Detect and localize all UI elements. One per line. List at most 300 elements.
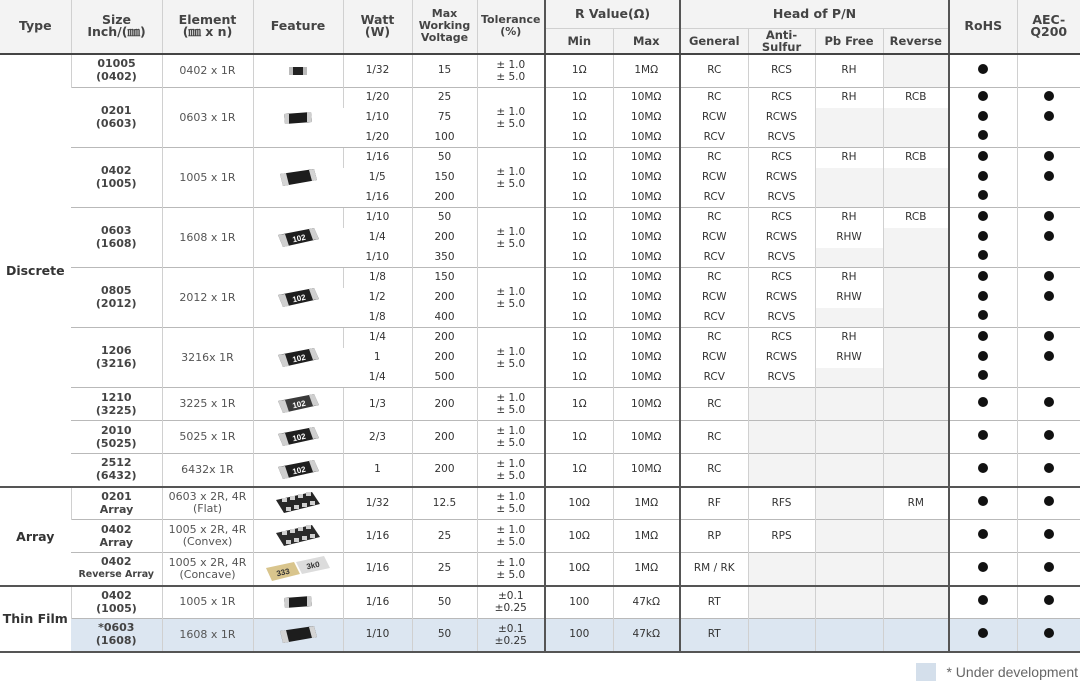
general-cell-value: RT	[707, 628, 721, 641]
anti-sulfur-cell	[748, 328, 815, 348]
spec-row	[0, 487, 1080, 520]
rmin-cell-value: 1Ω	[571, 331, 587, 344]
size-code: 2010	[100, 423, 132, 437]
compliant-dot-icon	[1044, 529, 1054, 539]
rmax-cell-value: 10MΩ	[631, 351, 662, 363]
rmin-cell-value: 1Ω	[571, 151, 587, 164]
general-cell	[680, 520, 748, 553]
cell-line: ±0.25	[494, 634, 527, 647]
general-cell-value: RP	[707, 529, 722, 542]
pb-free-cell	[815, 421, 883, 454]
voltage-cell	[412, 421, 477, 454]
general-cell	[680, 421, 748, 454]
pb-free-cell	[815, 168, 883, 188]
rohs-cell	[949, 454, 1017, 487]
rmin-cell-value: 1Ω	[571, 250, 587, 263]
cell-line: ± 5.0	[496, 117, 526, 130]
watt-cell-value: 1/4	[368, 231, 386, 243]
general-cell	[680, 108, 748, 128]
watt-cell-value: 1/4	[368, 370, 386, 383]
voltage-cell-value: 200	[434, 463, 455, 476]
anti-sulfur-cell	[748, 348, 815, 368]
rmax-cell-value: 10MΩ	[631, 231, 662, 243]
tolerance-cell	[477, 586, 545, 619]
watt-cell	[343, 553, 412, 586]
compliant-dot-icon	[1044, 151, 1054, 161]
voltage-cell-value: 200	[434, 397, 455, 410]
rmin-cell	[545, 586, 613, 619]
general-cell-value: RCW	[702, 171, 727, 183]
reverse-cell	[883, 248, 949, 268]
voltage-cell	[412, 308, 477, 328]
pb-free-cell	[815, 487, 883, 520]
feature-cell	[253, 388, 343, 421]
size-sub: (0402)	[96, 70, 137, 84]
cell-line: ± 1.0	[496, 556, 526, 569]
cell-line: 5025 x 1R	[179, 430, 236, 443]
rmax-cell-value: 1MΩ	[634, 64, 659, 77]
rmax-cell	[613, 108, 680, 128]
pb-free-cell	[815, 520, 883, 553]
cell-line: ±0.25	[494, 602, 527, 615]
size-cell	[71, 421, 162, 454]
rmin-cell-value: 10Ω	[568, 496, 590, 509]
voltage-cell	[412, 288, 477, 308]
compliant-dot-icon	[1044, 331, 1054, 341]
spec-row	[0, 208, 1080, 228]
compliant-dot-icon	[978, 331, 988, 341]
compliant-dot-icon	[978, 250, 988, 260]
spec-row	[0, 553, 1080, 586]
watt-cell	[343, 348, 412, 368]
pb-free-cell	[815, 348, 883, 368]
general-cell-value: RC	[707, 331, 722, 344]
rmin-cell	[545, 168, 613, 188]
rohs-cell	[949, 208, 1017, 228]
aec-cell	[1017, 520, 1080, 553]
voltage-cell-value: 150	[434, 271, 455, 284]
watt-cell-value: 2/3	[369, 430, 386, 443]
size-sub: (6432)	[95, 469, 137, 483]
watt-cell	[343, 248, 412, 268]
cell-line: (Convex)	[182, 535, 233, 548]
cell-line: 6432x 1R	[181, 462, 234, 476]
anti-sulfur-cell-value: RCS	[771, 271, 792, 284]
spec-row	[0, 388, 1080, 421]
spec-row	[0, 619, 1080, 652]
cell-line: ± 1.0	[496, 165, 526, 178]
rmin-cell-value: 1Ω	[571, 397, 587, 410]
voltage-cell-value: 50	[437, 595, 452, 608]
compliant-dot-icon	[1044, 397, 1054, 407]
rohs-cell	[949, 228, 1017, 248]
reverse-cell	[883, 308, 949, 328]
voltage-cell	[412, 148, 477, 168]
cell-line: ± 5.0	[496, 404, 526, 416]
rohs-cell	[949, 148, 1017, 168]
anti-sulfur-cell	[748, 619, 815, 652]
general-cell	[680, 454, 748, 487]
resistor-chip-image	[286, 64, 310, 78]
pb-free-cell	[815, 454, 883, 487]
rmax-cell	[613, 553, 680, 586]
spec-row	[0, 520, 1080, 553]
general-cell-value: RC	[707, 151, 722, 164]
rmin-cell-value: 1Ω	[571, 64, 587, 77]
cell-line: ± 1.0	[496, 105, 526, 118]
reverse-cell-value: RCB	[905, 91, 927, 104]
pb-free-cell	[815, 188, 883, 208]
rmin-cell-value: 100	[569, 628, 590, 641]
rmin-cell-value: 1Ω	[571, 271, 587, 284]
general-cell	[680, 619, 748, 652]
watt-cell	[343, 520, 412, 553]
size-sub: (1005)	[95, 177, 137, 190]
resistor-chip-image	[281, 593, 315, 611]
compliant-dot-icon	[978, 171, 988, 181]
aec-cell	[1017, 454, 1080, 487]
size-sub: (5025)	[95, 436, 137, 450]
element-cell	[162, 54, 253, 88]
voltage-cell-value: 12.5	[432, 496, 457, 509]
general-cell-value: RC	[707, 463, 722, 476]
cell-line: ± 1.0	[496, 524, 526, 536]
compliant-dot-icon	[978, 397, 988, 407]
aec-cell	[1017, 188, 1080, 208]
anti-sulfur-cell	[748, 108, 815, 128]
size-code: 0402	[100, 164, 132, 177]
feature-cell	[253, 208, 343, 268]
rmin-cell	[545, 520, 613, 553]
general-cell-value: RC	[707, 430, 722, 443]
anti-sulfur-cell	[748, 388, 815, 421]
rmax-cell	[613, 619, 680, 652]
cell-line: (Concave)	[179, 567, 236, 581]
watt-cell-value: 1/16	[365, 529, 390, 542]
legend	[916, 663, 1078, 681]
rohs-cell	[949, 248, 1017, 268]
reverse-cell	[883, 188, 949, 208]
rmax-cell-value: 10MΩ	[631, 331, 662, 344]
compliant-dot-icon	[1044, 595, 1054, 605]
rmax-cell-value: 10MΩ	[631, 151, 662, 164]
voltage-cell	[412, 168, 477, 188]
header-rmax: Max	[613, 28, 680, 54]
element-cell	[162, 553, 253, 586]
anti-sulfur-cell	[748, 168, 815, 188]
aec-cell	[1017, 128, 1080, 148]
general-cell	[680, 148, 748, 168]
resistor-chip-image	[272, 488, 324, 518]
cell-line: ± 5.0	[496, 437, 526, 449]
rmin-cell-value: 1Ω	[571, 91, 587, 104]
anti-sulfur-cell	[748, 487, 815, 520]
rmin-cell-value: 1Ω	[571, 463, 587, 476]
compliant-dot-icon	[978, 595, 988, 605]
anti-sulfur-cell-value: RCWS	[765, 111, 798, 123]
reverse-cell	[883, 368, 949, 388]
compliant-dot-icon	[1044, 91, 1054, 101]
pb-free-cell	[815, 328, 883, 348]
voltage-cell	[412, 88, 477, 108]
rmax-cell	[613, 520, 680, 553]
rohs-cell	[949, 368, 1017, 388]
general-cell-value: RCV	[703, 370, 725, 383]
watt-cell-value: 1/16	[365, 595, 390, 608]
resistor-chip-image	[274, 345, 322, 371]
compliant-dot-icon	[1044, 430, 1054, 440]
rmin-cell	[545, 348, 613, 368]
spec-row	[0, 88, 1080, 108]
spec-row	[0, 328, 1080, 348]
reverse-cell	[883, 168, 949, 188]
voltage-cell-value: 15	[437, 64, 452, 77]
rmin-cell	[545, 619, 613, 652]
cell-line: 1005 x 2R, 4R	[168, 523, 247, 536]
header-watt: Watt (W)	[343, 0, 412, 54]
cell-line: ± 1.0	[496, 491, 526, 504]
element-cell	[162, 268, 253, 328]
aec-cell	[1017, 348, 1080, 368]
pb-free-cell-value: RH	[841, 331, 857, 344]
voltage-cell-value: 75	[437, 111, 452, 123]
rohs-cell	[949, 168, 1017, 188]
compliant-dot-icon	[978, 351, 988, 361]
anti-sulfur-cell	[748, 368, 815, 388]
pb-free-cell	[815, 208, 883, 228]
pb-free-cell	[815, 586, 883, 619]
size-code: 2512	[100, 456, 132, 470]
compliant-dot-icon	[978, 211, 988, 221]
watt-cell	[343, 54, 412, 88]
rmin-cell	[545, 268, 613, 288]
aec-cell	[1017, 368, 1080, 388]
watt-cell-value: 1/5	[368, 171, 386, 183]
rmax-cell-value: 10MΩ	[631, 91, 662, 104]
pb-free-cell	[815, 388, 883, 421]
rmin-cell	[545, 487, 613, 520]
reverse-cell	[883, 128, 949, 148]
general-cell	[680, 188, 748, 208]
general-cell	[680, 54, 748, 88]
pb-free-cell	[815, 148, 883, 168]
cell-line: ± 5.0	[496, 297, 526, 310]
rmin-cell-value: 1Ω	[571, 310, 587, 323]
compliant-dot-icon	[978, 562, 988, 572]
rmax-cell	[613, 168, 680, 188]
compliant-dot-icon	[978, 310, 988, 320]
header-anti-sulfur: Anti-Sulfur	[748, 28, 815, 54]
size-code: 01005	[97, 57, 136, 71]
rohs-cell	[949, 520, 1017, 553]
aec-cell	[1017, 148, 1080, 168]
watt-cell	[343, 108, 412, 128]
voltage-cell-value: 200	[434, 291, 455, 303]
rmin-cell-value: 1Ω	[571, 351, 587, 363]
pb-free-cell-value: RH	[841, 91, 857, 104]
general-cell	[680, 88, 748, 108]
compliant-dot-icon	[1044, 463, 1054, 473]
tolerance-cell	[477, 208, 545, 268]
watt-cell	[343, 168, 412, 188]
chip-code-label: 102	[291, 464, 307, 477]
voltage-cell-value: 200	[434, 351, 455, 363]
rmin-cell-value: 100	[569, 595, 590, 608]
chip-code-label: 102	[291, 431, 307, 444]
watt-cell-value: 1/16	[365, 151, 390, 164]
reverse-cell	[883, 88, 949, 108]
resistor-chip-image	[274, 225, 322, 251]
general-cell-value: RCV	[703, 190, 725, 203]
element-cell	[162, 487, 253, 520]
pb-free-cell	[815, 54, 883, 88]
size-sub: (2012)	[95, 297, 137, 310]
watt-cell-value: 1/20	[365, 130, 390, 143]
cell-line: ± 1.0	[496, 58, 526, 71]
tolerance-cell	[477, 520, 545, 553]
rmax-cell-value: 10MΩ	[631, 111, 662, 123]
watt-cell-value: 1/8	[369, 271, 386, 284]
type-cell	[0, 586, 71, 652]
pb-free-cell	[815, 368, 883, 388]
size-sub: (1608)	[95, 237, 137, 250]
voltage-cell	[412, 108, 477, 128]
rohs-cell	[949, 308, 1017, 328]
size-sub: Array	[99, 535, 134, 549]
header-general: General	[680, 28, 748, 54]
cell-line: 1005 x 1R	[179, 595, 236, 609]
rmax-cell	[613, 454, 680, 487]
anti-sulfur-cell-value: RCVS	[767, 190, 796, 203]
size-sub: (0603)	[95, 117, 137, 130]
element-cell	[162, 328, 253, 388]
anti-sulfur-cell	[748, 88, 815, 108]
cell-line: ± 1.0	[496, 345, 526, 358]
tolerance-cell	[477, 388, 545, 421]
watt-cell	[343, 88, 412, 108]
type-cell	[0, 54, 71, 487]
compliant-dot-icon	[978, 496, 988, 506]
pb-free-cell	[815, 553, 883, 586]
voltage-cell	[412, 54, 477, 88]
voltage-cell	[412, 619, 477, 652]
size-cell	[71, 454, 162, 487]
rmin-cell-value: 1Ω	[571, 370, 587, 383]
voltage-cell-value: 200	[434, 231, 455, 243]
rohs-cell	[949, 348, 1017, 368]
resistor-chip-image	[274, 424, 322, 450]
reverse-cell	[883, 553, 949, 586]
voltage-cell-value: 25	[437, 529, 452, 542]
anti-sulfur-cell-value: RCVS	[767, 310, 796, 323]
rmax-cell	[613, 586, 680, 619]
watt-cell-value: 1/16	[365, 562, 390, 575]
rmax-cell	[613, 268, 680, 288]
reverse-cell	[883, 388, 949, 421]
cell-line: 0603 x 1R	[179, 110, 236, 124]
reverse-cell	[883, 586, 949, 619]
pb-free-cell-value: RHW	[836, 291, 862, 303]
rmax-cell	[613, 188, 680, 208]
watt-cell	[343, 188, 412, 208]
compliant-dot-icon	[978, 111, 988, 121]
rmin-cell	[545, 248, 613, 268]
cell-line: ± 1.0	[496, 285, 526, 298]
tolerance-cell	[477, 328, 545, 388]
watt-cell	[343, 148, 412, 168]
compliant-dot-icon	[1044, 271, 1054, 281]
rohs-cell	[949, 619, 1017, 652]
voltage-cell-value: 350	[434, 250, 455, 263]
size-code: *0603	[98, 621, 135, 635]
watt-cell-value: 1	[374, 463, 381, 476]
resistor-chip-image	[272, 521, 324, 551]
feature-cell	[253, 553, 343, 586]
watt-cell	[343, 487, 412, 520]
watt-cell	[343, 368, 412, 388]
pb-free-cell-value: RH	[841, 64, 857, 77]
general-cell	[680, 208, 748, 228]
general-cell	[680, 268, 748, 288]
spec-row	[0, 586, 1080, 619]
rmax-cell	[613, 248, 680, 268]
cell-line: 1005 x 1R	[179, 170, 236, 184]
rmax-cell	[613, 328, 680, 348]
resistor-chip-image	[274, 391, 322, 417]
watt-cell-value: 1/3	[369, 397, 386, 410]
general-cell-value: RC	[707, 91, 722, 104]
cell-line: (Flat)	[192, 502, 223, 516]
size-cell	[71, 619, 162, 652]
rmax-cell	[613, 288, 680, 308]
rohs-cell	[949, 188, 1017, 208]
cell-line: 3216x 1R	[181, 350, 234, 364]
cell-line: ± 5.0	[496, 469, 526, 482]
voltage-cell-value: 200	[434, 430, 455, 443]
watt-cell-value: 1	[373, 351, 381, 363]
header-pb-free: Pb Free	[815, 28, 883, 54]
element-cell	[162, 586, 253, 619]
feature-cell	[253, 619, 343, 652]
element-cell	[162, 148, 253, 208]
size-cell	[71, 553, 162, 586]
compliant-dot-icon	[1044, 496, 1054, 506]
size-code: 0402	[100, 555, 132, 569]
header-feature: Feature	[253, 0, 343, 54]
voltage-cell	[412, 520, 477, 553]
rmax-cell-value: 1MΩ	[634, 496, 659, 509]
type-label: Discrete	[5, 262, 65, 278]
aec-cell	[1017, 248, 1080, 268]
cell-line: ± 5.0	[496, 177, 526, 190]
rmin-cell-value: 1Ω	[571, 171, 587, 183]
compliant-dot-icon	[1044, 291, 1054, 301]
reverse-cell	[883, 228, 949, 248]
aec-cell	[1017, 288, 1080, 308]
header-tolerance: Tolerance (%)	[477, 0, 545, 54]
voltage-cell	[412, 248, 477, 268]
rmax-cell-value: 10MΩ	[631, 397, 662, 410]
rohs-cell	[949, 586, 1017, 619]
spec-row	[0, 148, 1080, 168]
anti-sulfur-cell-value: RFS	[771, 496, 792, 509]
feature-cell	[253, 54, 343, 88]
feature-cell	[253, 328, 343, 388]
cell-line: ± 5.0	[496, 237, 526, 250]
header-head: Head of P/N	[680, 0, 949, 28]
size-cell	[71, 148, 162, 208]
general-cell	[680, 487, 748, 520]
